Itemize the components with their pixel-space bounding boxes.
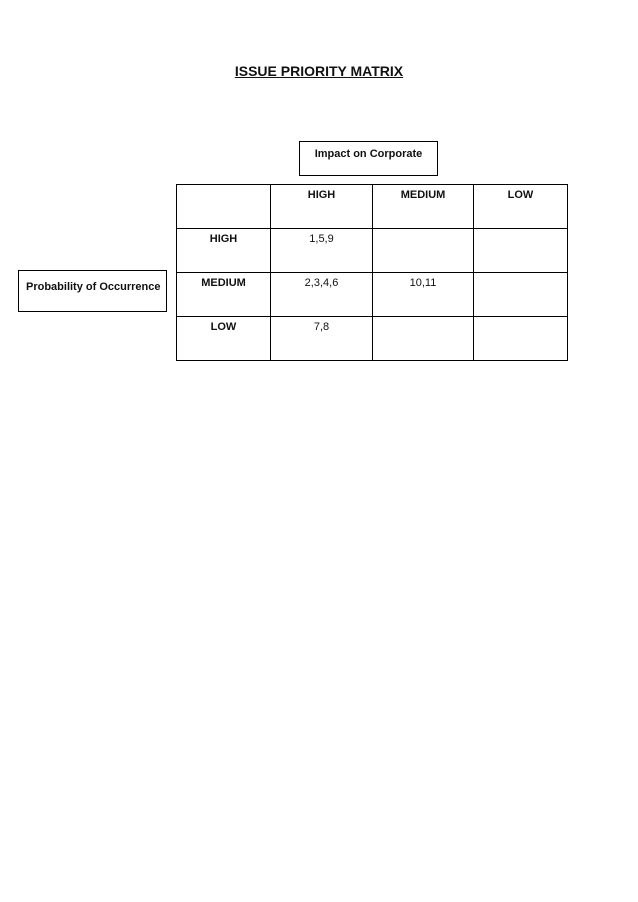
row-label-medium: MEDIUM bbox=[177, 273, 271, 317]
header-cell-medium: MEDIUM bbox=[373, 185, 474, 229]
header-cell-low: LOW bbox=[474, 185, 568, 229]
table-row bbox=[177, 317, 568, 361]
probability-label-text: Probability of Occurrence bbox=[26, 281, 161, 293]
matrix-cell bbox=[373, 229, 474, 273]
row-label-high: HIGH bbox=[177, 229, 271, 273]
header-cell-high: HIGH bbox=[271, 185, 373, 229]
matrix-cell bbox=[474, 317, 568, 361]
impact-axis-label bbox=[299, 141, 438, 176]
matrix-cell: 10,11 bbox=[373, 273, 474, 317]
row-label-low: LOW bbox=[177, 317, 271, 361]
matrix-cell bbox=[474, 229, 568, 273]
matrix-cell: 1,5,9 bbox=[271, 229, 373, 273]
matrix-cell bbox=[474, 273, 568, 317]
header-row bbox=[177, 185, 568, 229]
header-cell-corner bbox=[177, 185, 271, 229]
impact-label-text: Impact on Corporate bbox=[314, 148, 423, 160]
table-row bbox=[177, 229, 568, 273]
priority-matrix-table bbox=[176, 184, 568, 361]
matrix-cell: 7,8 bbox=[271, 317, 373, 361]
page-title: ISSUE PRIORITY MATRIX bbox=[234, 63, 404, 79]
matrix-cell: 2,3,4,6 bbox=[271, 273, 373, 317]
probability-axis-label bbox=[18, 270, 167, 312]
table-row bbox=[177, 273, 568, 317]
matrix-cell bbox=[373, 317, 474, 361]
